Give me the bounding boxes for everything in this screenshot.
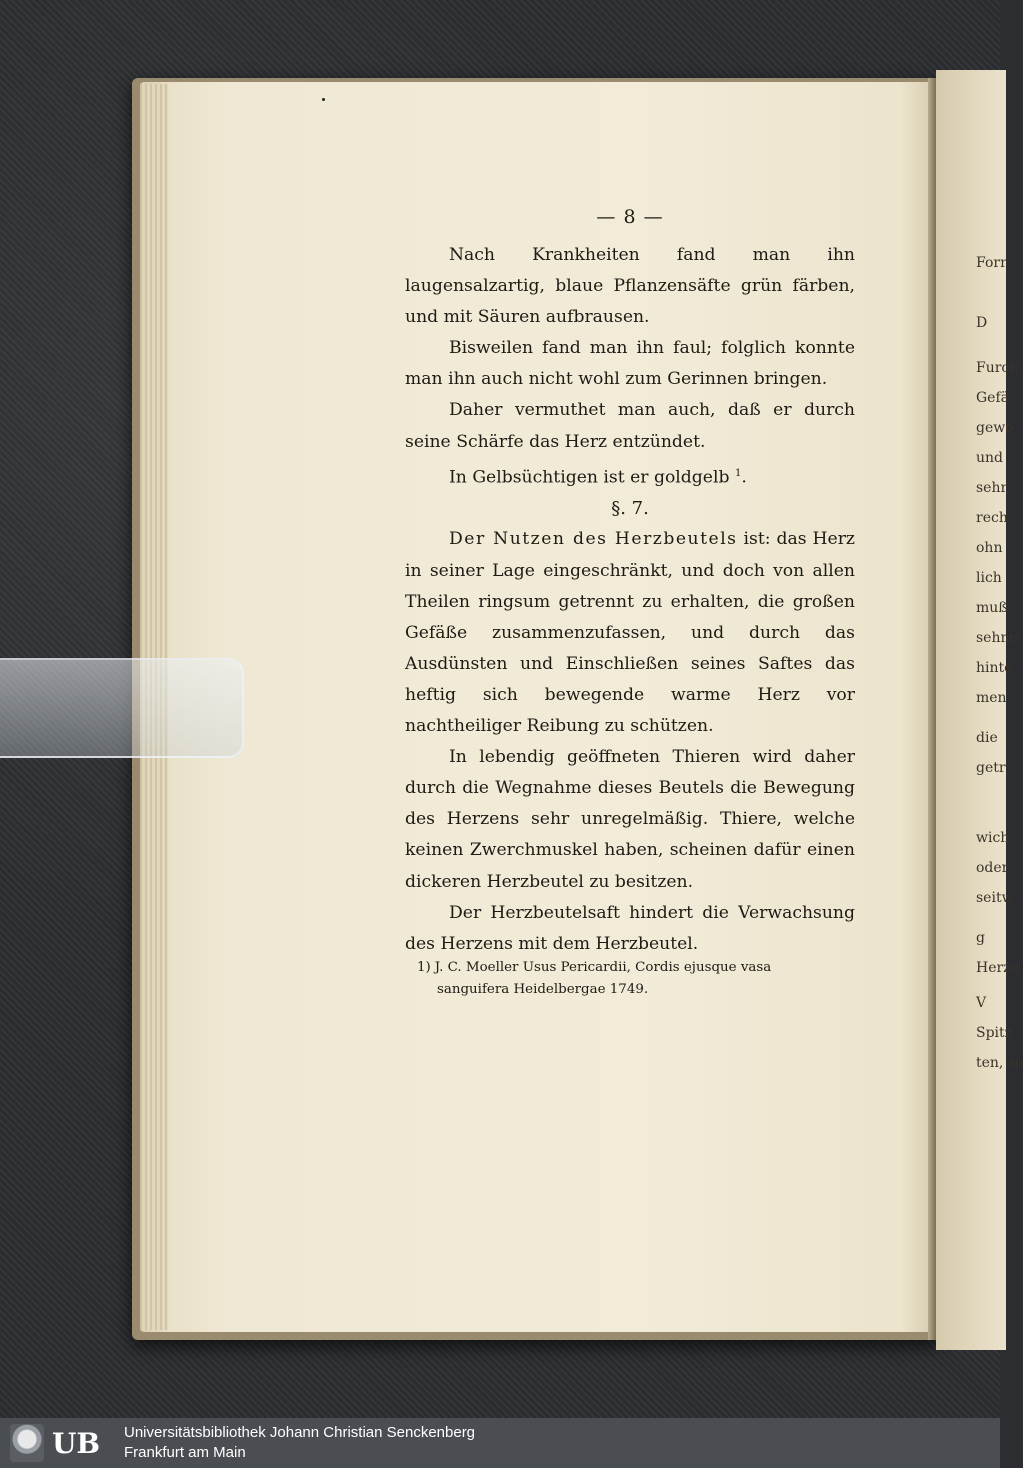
next-page-fragment: Gefä	[976, 390, 1009, 406]
section-heading: §. 7.	[611, 498, 649, 520]
next-page-fragment: Herze	[976, 960, 1019, 976]
paragraph: Nach Krankheiten fand man ihn laugensalzartig, blaue Pflanzensäfte grün färben, und mit Säuren aufbrausen.	[405, 245, 855, 328]
paragraph: Der Herzbeutelsaft hindert die Verwachsung des Herzens mit dem Herzbeutel.	[405, 902, 855, 954]
next-page-fragment: Furch	[976, 360, 1019, 376]
next-page-fragment: Forr	[976, 255, 1007, 271]
nutzen-lead: Der Nutzen des Herzbeutels	[449, 529, 738, 550]
next-page-fragment: und	[976, 450, 1003, 466]
paragraph-nutzen	[405, 524, 855, 742]
next-page-fragment: V	[976, 995, 987, 1011]
next-page-fragment: oder	[976, 860, 1009, 876]
footer-bar	[0, 1418, 1000, 1468]
next-page-fragment: lich	[976, 570, 1002, 586]
next-page-fragment: ten, so	[976, 1055, 1023, 1071]
plastic-page-clip	[0, 658, 244, 758]
footnote-line2: sanguifera Heidelbergae 1749.	[437, 982, 649, 997]
paragraph: Bisweilen fand man ihn faul; folglich konnte man ihn auch nicht wohl zum Gerinnen bringen.	[405, 338, 855, 390]
next-page-fragment: men	[976, 690, 1007, 706]
next-page-fragment: ohn	[976, 540, 1003, 556]
library-name-line2: Frankfurt am Main	[124, 1444, 246, 1461]
next-page-fragment: muß	[976, 600, 1008, 616]
next-page-fragment: hinte	[976, 660, 1013, 676]
next-page-fragment: getr	[976, 760, 1006, 776]
library-name-line1: Universitätsbibliothek Johann Christian Senckenberg	[124, 1424, 476, 1441]
library-name	[124, 1423, 475, 1463]
next-page-fragment: D	[976, 315, 988, 331]
next-page-fragment: seitw	[976, 890, 1014, 906]
footnote	[417, 957, 857, 1001]
gelb-end: .	[741, 467, 747, 488]
footnote-number: 1)	[417, 960, 431, 975]
library-logo[interactable]	[10, 1423, 120, 1463]
next-page-fragment: die	[976, 730, 998, 746]
paragraph-gelb	[405, 458, 855, 494]
paragraph: Daher vermuthet man auch, daß er durch seine Schärfe das Herz entzündet.	[405, 400, 855, 452]
next-page-fragment: Spitz	[976, 1025, 1013, 1041]
next-page-fragment: sehne	[976, 630, 1018, 646]
paragraph: In lebendig geöffneten Thieren wird daher durch die Wegnahme dieses Beutels die Bewegung des Herzens sehr unregelmäßig. Thiere, welche keinen Zwerchmuskel haben, scheinen dafür einen dickeren Herzbeutel zu besitzen.	[405, 747, 855, 892]
next-page-fragment: wich	[976, 830, 1010, 846]
next-page-fragment: gewö	[976, 420, 1014, 436]
logo-text: UB	[52, 1426, 101, 1460]
next-page-fragment: sehr	[976, 480, 1008, 496]
footnote-line1: J. C. Moeller Usus Pericardii, Cordis ejusque vasa	[434, 960, 772, 975]
ink-speck	[322, 98, 325, 101]
page-text	[405, 206, 855, 960]
footnote-reference: 1	[734, 467, 742, 479]
page-number: — 8 —	[596, 206, 664, 228]
nutzen-rest: ist: das Herz in seiner Lage eingeschränkt, und doch von allen Theilen ringsum getrennt zu erhalten, die großen Gefäße zusammenzufassen, und durch das Ausdünsten und Einschließen seines Saftes das heftig sich bewegende warme Herz vor nachtheiliger Reibung zu schützen.	[405, 529, 855, 737]
portrait-icon	[10, 1424, 44, 1462]
gelb-text: In Gelbsüchtigen ist er goldgelb	[449, 467, 730, 488]
next-page-edge	[936, 70, 1023, 1350]
next-page-fragment: rech	[976, 510, 1008, 526]
next-page-fragment: g	[976, 930, 985, 946]
